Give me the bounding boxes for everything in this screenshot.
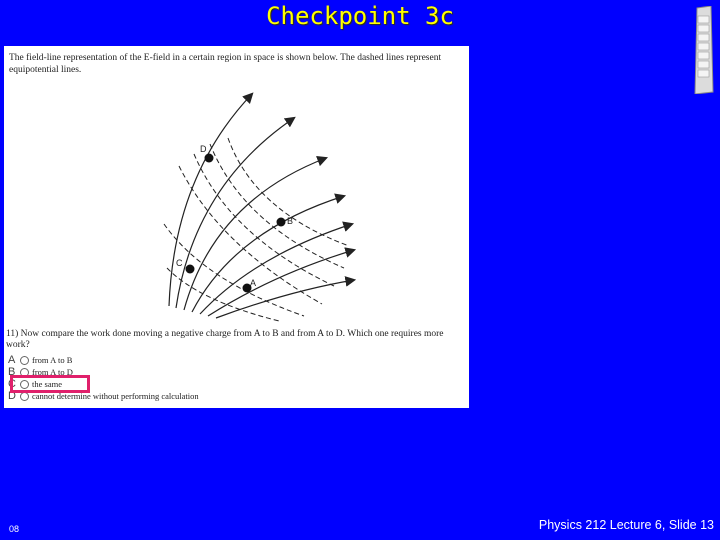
equipotential-line-5 (164, 224, 304, 316)
slide-title: Checkpoint 3c (266, 2, 454, 30)
nav-button-6 (698, 61, 709, 68)
option-letter: B (8, 366, 16, 378)
nav-button-1 (698, 16, 709, 23)
answer-highlight-box (10, 375, 90, 393)
point-c (186, 265, 195, 274)
question-panel (4, 46, 469, 408)
slide-number-label: 08 (9, 524, 20, 534)
nav-button-4 (698, 43, 709, 50)
nav-button-2 (698, 25, 709, 32)
option-letter: C (8, 378, 16, 390)
equipotential-line-4 (228, 138, 349, 246)
label-point-d: D (200, 144, 207, 154)
field-line-diagram (4, 46, 469, 408)
option-label: from A to B (32, 355, 73, 365)
radio-button[interactable] (20, 356, 29, 365)
intro-text: The field-line representation of the E-field in a certain region in space is shown below. The dashed lines represent equipotential lines. (9, 53, 442, 75)
equipotential-line-6 (167, 268, 279, 321)
nav-button-3 (698, 34, 709, 41)
slide-footer: Physics 212 Lecture 6, Slide 13 (538, 518, 714, 532)
question-text: 11) Now compare the work done moving a negative charge from A to B and from A to D. Which one requires more work? (6, 329, 444, 350)
label-point-b: B (287, 216, 294, 226)
option-label: from A to D (32, 367, 73, 377)
option-a[interactable] (8, 354, 72, 366)
point-b (277, 218, 286, 227)
point-d (205, 154, 214, 163)
label-point-a: A (250, 278, 257, 288)
field-line-4 (192, 196, 344, 312)
nav-button-5 (698, 52, 709, 59)
option-letter: D (8, 390, 16, 402)
label-point-c: C (176, 258, 183, 268)
nav-button-7 (698, 70, 709, 77)
field-line-1 (169, 94, 252, 306)
option-letter: A (8, 354, 16, 366)
equipotential-line-3 (210, 144, 344, 268)
option-label: cannot determine without performing calculation (32, 391, 199, 401)
option-label: the same (32, 379, 62, 389)
navigation-widget[interactable] (677, 6, 715, 94)
